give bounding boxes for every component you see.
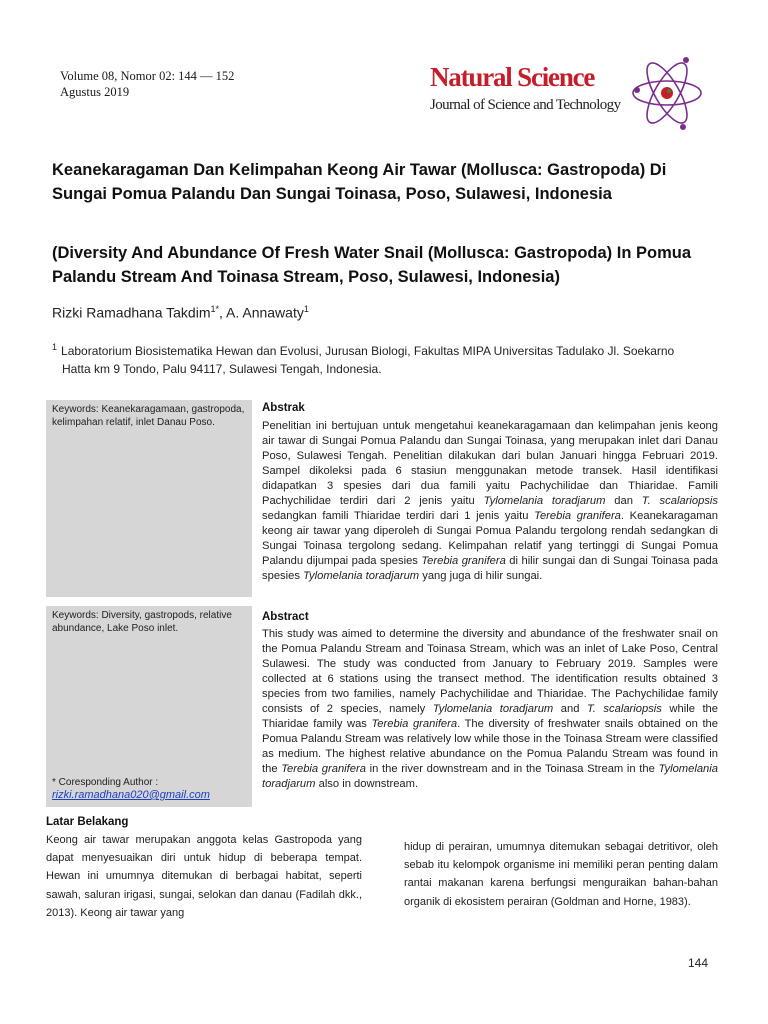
species-name: Terebia granifera xyxy=(421,555,506,567)
author-affiliation-mark: 1 xyxy=(303,304,309,314)
issue-date: Agustus 2019 xyxy=(60,85,130,99)
author-list xyxy=(52,304,309,321)
affiliation-line: Laboratorium Biosistematika Hewan dan Evolusi, Jurusan Biologi, Fakultas MIPA Universitas Tadulako Jl. Soekarno xyxy=(61,344,675,358)
abstract-heading: Abstract xyxy=(262,611,309,623)
affiliation-line: Hatta km 9 Tondo, Palu 94117, Sulawesi Tengah, Indonesia. xyxy=(62,362,382,376)
page-number: 144 xyxy=(688,956,709,970)
section-heading: Latar Belakang xyxy=(46,816,129,828)
species-name: T. scalariopsis xyxy=(586,703,662,715)
journal-subtitle: Journal of Science and Technology xyxy=(430,97,621,113)
author-name: A. Annawaty xyxy=(226,304,304,321)
body-text-right-column: hidup di perairan, umumnya ditemukan sebagai detritivor, oleh sebab itu kelompok organisme ini memiliki peran penting dalam rantai makanan karena berfungsi menguraikan bahan-bahan organik di ekosistem perairan (Goldman and Horne, 1983). xyxy=(404,841,718,908)
author-separator: , xyxy=(219,304,227,321)
species-name: Tylomelania toradjarum xyxy=(483,495,606,507)
author-affiliation-mark: 1* xyxy=(210,304,219,314)
paper-title-english: (Diversity And Abundance Of Fresh Water Snail (Mollusca: Gastropoda) In Pomua Palandu Stream And Toinasa Stream, Poso, Sulawesi, Indonesia) xyxy=(52,244,692,286)
volume-line: Volume 08, Nomor 02: 144 — 152 xyxy=(60,69,235,83)
species-name: Tylomelania toradjarum xyxy=(303,570,420,582)
keywords-indonesian: Keywords: Keanekaragamaan, gastropoda, kelimpahan relatif, inlet Danau Poso. xyxy=(52,404,245,428)
author-name: Rizki Ramadhana Takdim xyxy=(52,304,211,321)
atom-icon xyxy=(628,48,706,138)
abstrak-text: Penelitian ini bertujuan untuk mengetahui keanekaragamaan dan kelimpahan jenis keong air tawar di Sungai Pomua Palandu dan Sungai Toinasa, yang merupakan inlet dari Danau Poso, Sulawesi Tengah. Penelitian dilakukan dari bulan Januari hingga Februari 2019. Sampel dikoleksi pada 6 stasiun menggunakan metode transek. Hasil identifikasi didapatkan 3 spesies dari dua famili yaitu Pachychilidae dan Thiaridae. Famili Pachychilidae terdiri dari 2 jenis yaitu Tylomelania toradjarum dan T. scalariopsis sedangkan famili Thiaridae terdiri dari 1 jenis yaitu Terebia granifera. Keanekaragaman keong air tawar yang diperoleh di Sungai Pomua Palandu tergolong rendah sedangkan di Sungai Toinasa tergolong sedang. Kelimpahan relatif yang tertinggi di Sungai Pomua Palandu dijumpai pada spesies Terebia granifera di hilir sungai dan di Sungai Toinasa pada spesies Tylomelania toradjarum yang juga di hilir sungai. xyxy=(262,420,718,582)
abstract-text: This study was aimed to determine the diversity and abundance of the freshwater snail on the Pomua Palandu Stream and Toinasa Stream, which was an inlet of Lake Poso, Central Sulawesi. The study was conducted from January to February 2019. Samples were collected at 6 stations using the transect method. The identification results obtained 3 species from two families, namely Pachychilidae and Thiaridae. The Pachychilidae family consists of 2 species, namely Tylomelania toradjarum and T. scalariopsis while the Thiaridae family was Terebia granifera. The diversity of freshwater snails obtained on the Pomua Palandu Stream was relatively low while those in the Toinasa Stream were classified as medium. The highest relative abundance on the Pomua Palandu Stream was found in the Terebia granifera in the river downstream and in the Toinasa Stream in the Tylomelania toradjarum also in downstream. xyxy=(262,628,719,790)
abstrak-heading: Abstrak xyxy=(262,402,305,414)
species-name: Tylomelania toradjarum xyxy=(262,763,718,790)
keywords-english: Keywords: Diversity, gastropods, relative abundance, Lake Poso inlet. xyxy=(52,610,232,634)
species-name: Tylomelania toradjarum xyxy=(432,703,554,715)
paper-title-indonesian: Keanekaragaman Dan Kelimpahan Keong Air Tawar (Mollusca: Gastropoda) Di Sungai Pomua Palandu Dan Sungai Toinasa, Poso, Sulawesi, Indonesia xyxy=(52,161,667,203)
keywords-box-english xyxy=(46,606,252,807)
issue-info xyxy=(60,68,234,100)
keywords-box-indonesian xyxy=(46,400,252,597)
body-text-left-column: Keong air tawar merupakan anggota kelas Gastropoda yang dapat menyesuaikan diri untuk hidup di beberapa tempat. Hewan ini umumnya ditemukan di berbagai habitat, seperti sawah, saluran irigasi, sungai, selokan dan danau (Fadilah dkk., 2013). Keong air tawar yang xyxy=(46,834,362,919)
corresponding-email-link[interactable]: rizki.ramadhana020@gmail.com xyxy=(52,789,210,801)
species-name: Terebia granifera xyxy=(371,718,458,730)
species-name: T. scalariopsis xyxy=(641,495,718,507)
affiliation xyxy=(52,338,722,378)
journal-logo xyxy=(428,48,706,138)
species-name: Terebia granifera xyxy=(534,510,621,522)
corresponding-author xyxy=(52,776,210,802)
species-name: Terebia granifera xyxy=(281,763,366,775)
corresponding-label: * Coresponding Author : xyxy=(52,777,159,788)
journal-name: Natural Science xyxy=(430,62,595,92)
affiliation-mark: 1 xyxy=(52,342,58,352)
